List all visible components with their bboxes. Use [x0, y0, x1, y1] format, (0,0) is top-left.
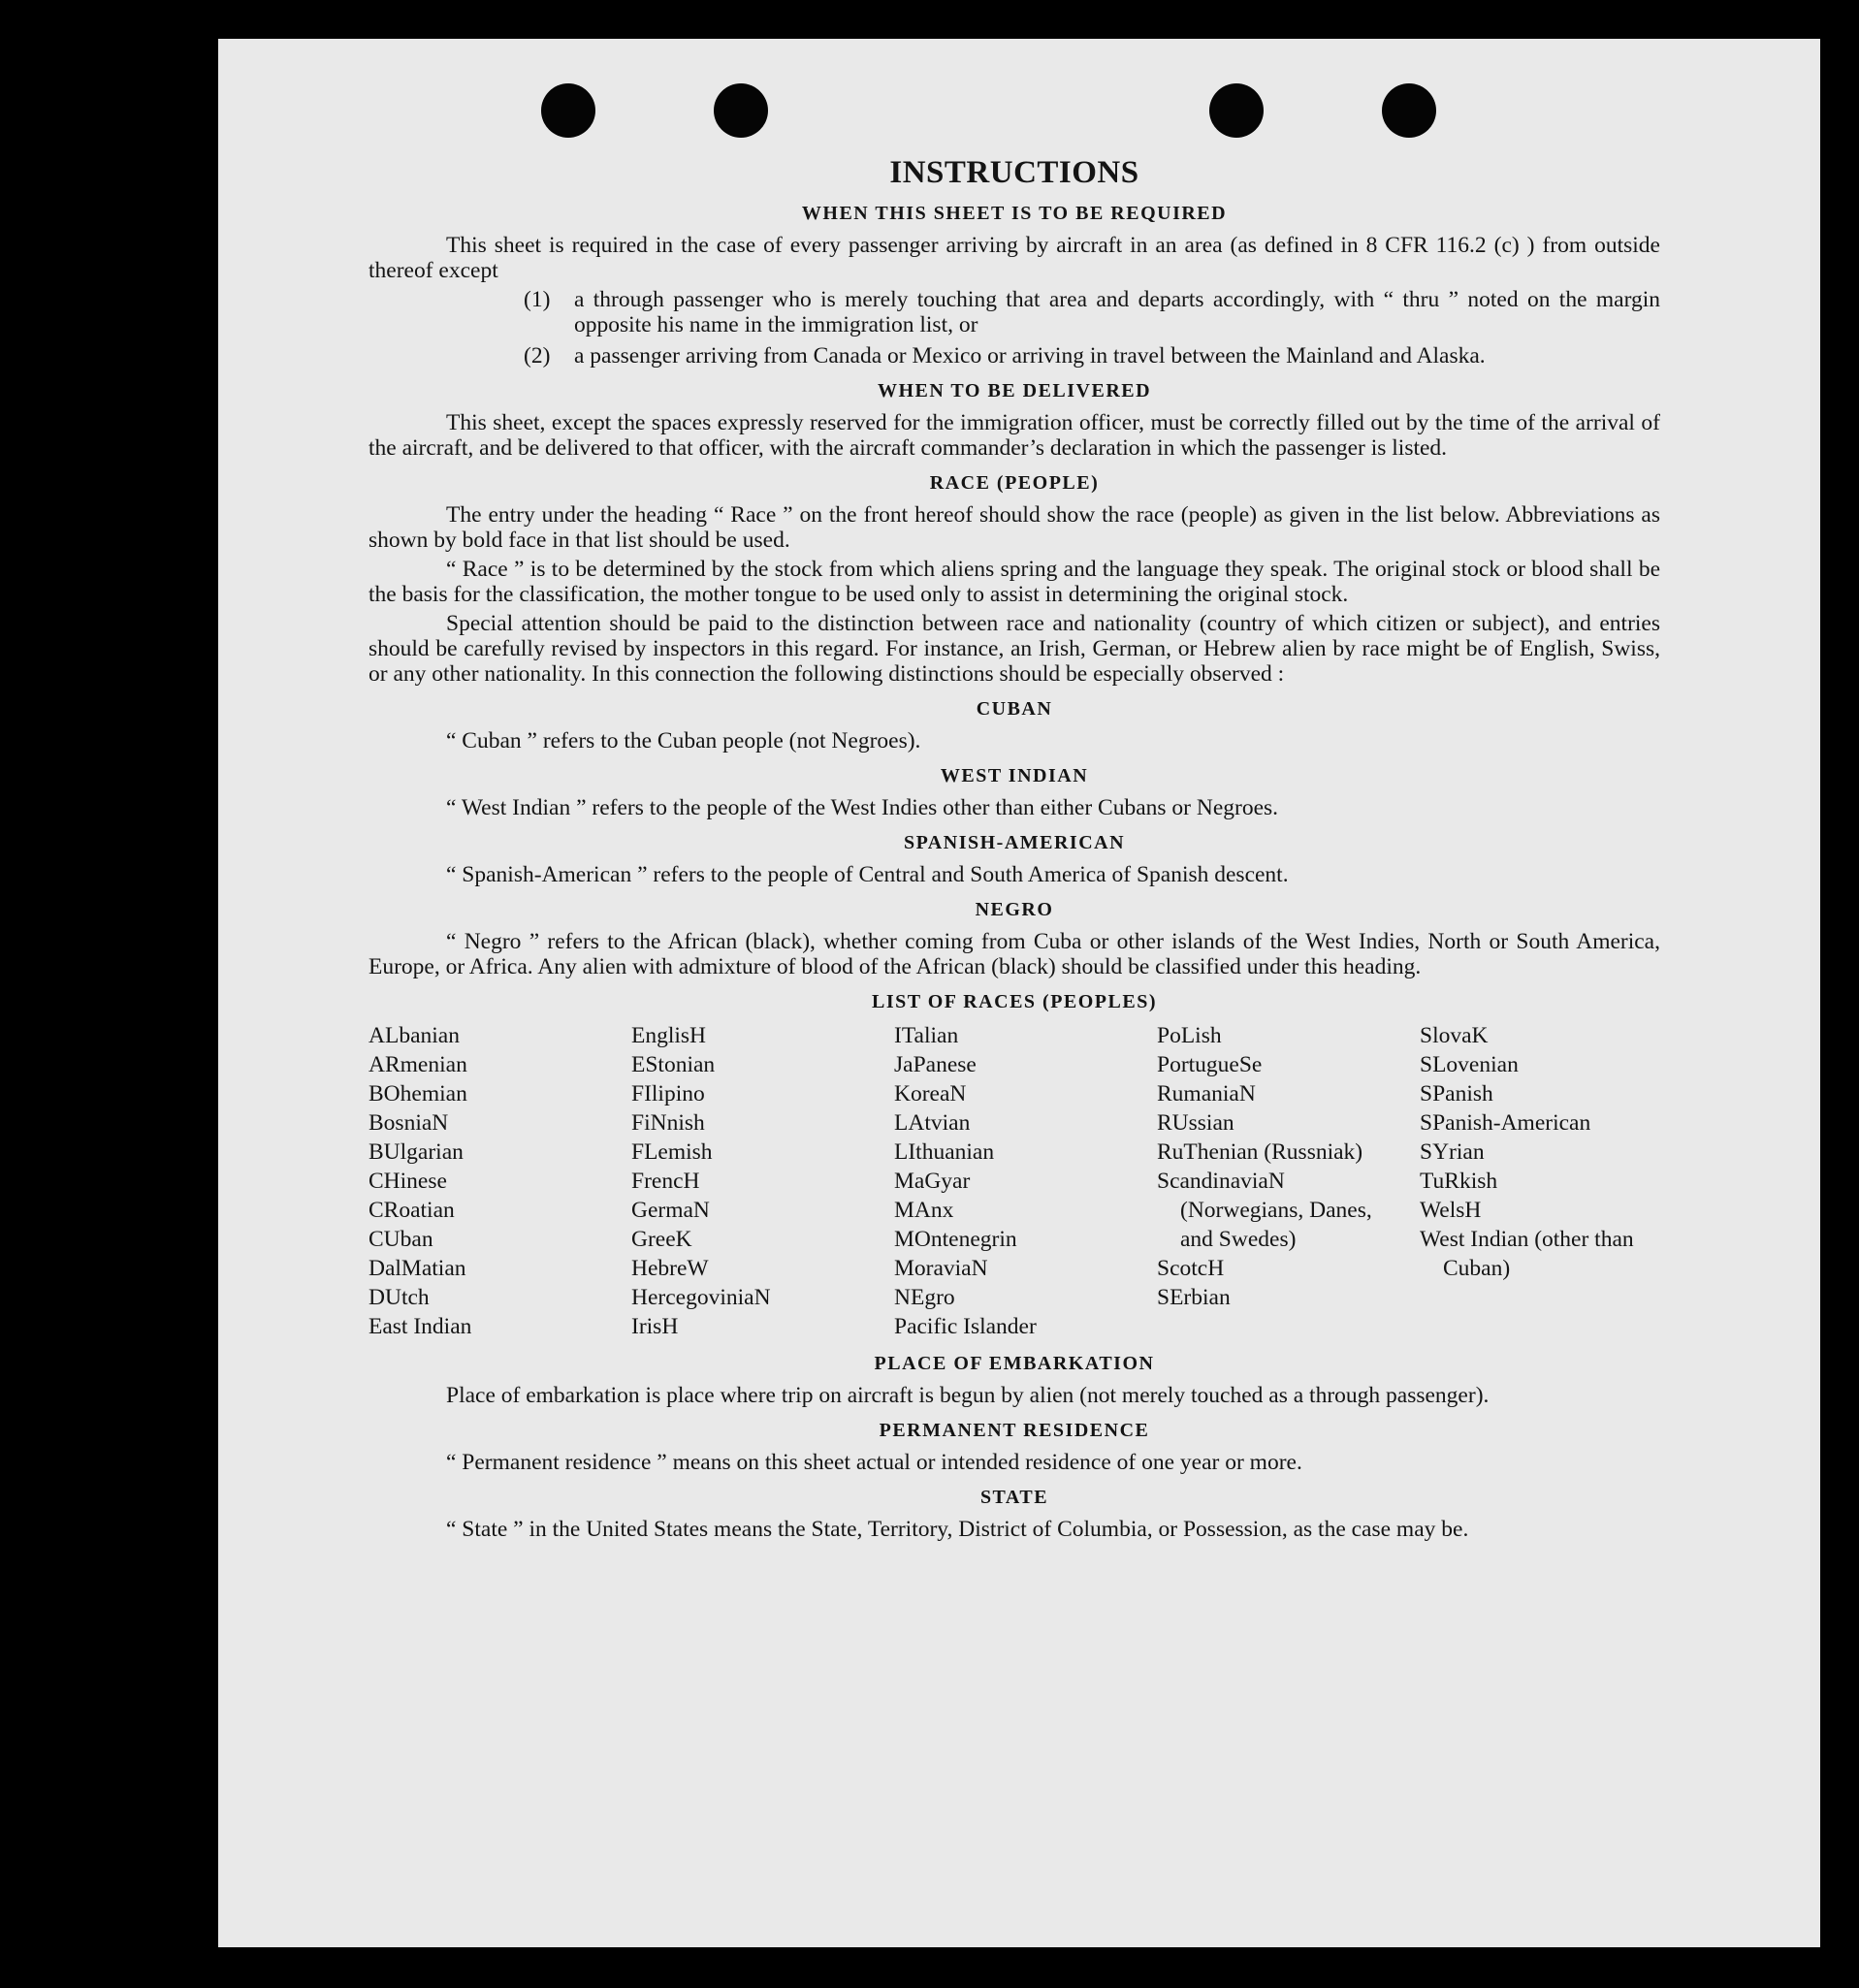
paragraph-spanish-american: “ Spanish-American ” refers to the people of Central and South America of Spanish descent.	[446, 862, 1289, 887]
race-entry: LIthuanian	[894, 1139, 995, 1165]
punch-hole	[714, 83, 768, 138]
race-entry: IrisH	[631, 1314, 679, 1339]
item-text: a through passenger who is merely touching that area and departs accordingly, with “ thru ” noted on the margin opposite his name in the immigration list, or	[574, 287, 1660, 337]
heading-race: RACE (PEOPLE)	[929, 472, 1100, 494]
punch-hole	[1209, 83, 1264, 138]
paragraph-race-2: “ Race ” is to be determined by the stock from which aliens spring and the language they speak. The original stock or blood shall be the basis for the classification, the mother tongue to be used only to assist in determining the original stock.	[369, 557, 1660, 607]
race-entry: CUban	[369, 1227, 433, 1252]
race-entry: MoraviaN	[894, 1256, 988, 1281]
race-entry: LAtvian	[894, 1110, 971, 1136]
paragraph-delivered: This sheet, except the spaces expressly reserved for the immigration officer, must be correctly filled out by the time of the arrival of the aircraft, and be delivered to that officer, with the aircraft commander’s declaration in which the passenger is listed.	[369, 410, 1660, 461]
heading-required: WHEN THIS SHEET IS TO BE REQUIRED	[801, 203, 1228, 224]
list-item	[524, 287, 1660, 337]
race-entry: MaGyar	[894, 1169, 971, 1194]
heading-cuban: CUBAN	[976, 698, 1053, 720]
race-entry: CHinese	[369, 1169, 447, 1194]
race-entry: FIlipino	[631, 1081, 705, 1106]
race-entry: PortugueSe	[1157, 1052, 1263, 1077]
race-entry: RUssian	[1157, 1110, 1234, 1136]
race-entry: FrencH	[631, 1169, 700, 1194]
race-entry: ALbanian	[369, 1023, 460, 1048]
race-entry: SlovaK	[1420, 1023, 1489, 1048]
race-entry: CRoatian	[369, 1198, 455, 1223]
heading-state: STATE	[979, 1487, 1049, 1508]
item-text: a passenger arriving from Canada or Mexico or arriving in travel between the Mainland and Alaska.	[574, 343, 1486, 369]
paragraph-race-1: The entry under the heading “ Race ” on the front hereof should show the race (people) as given in the list below. Abbreviations as shown by bold face in that list should be used.	[369, 502, 1660, 553]
paragraph-negro: “ Negro ” refers to the African (black), whether coming from Cuba or other islands of the West Indies, North or South America, Europe, or Africa. Any alien with admixture of blood of the African (black) should be classified under this heading.	[369, 929, 1660, 979]
race-entry: ScandinaviaN (Norwegians, Danes, and Swedes)	[1157, 1169, 1372, 1252]
races-column	[1420, 1021, 1683, 1341]
heading-races-list: LIST OF RACES (PEOPLES)	[871, 991, 1157, 1012]
paragraph-west-indian: “ West Indian ” refers to the people of the West Indies other than either Cubans or Negroes.	[446, 795, 1279, 820]
race-entry: RumaniaN	[1157, 1081, 1256, 1106]
race-entry: GermaN	[631, 1198, 710, 1223]
instructions-content	[369, 155, 1660, 1546]
heading-embarkation: PLACE OF EMBARKATION	[874, 1353, 1155, 1374]
races-list	[369, 1021, 1660, 1341]
race-entry: FLemish	[631, 1139, 713, 1165]
heading-west-indian: WEST INDIAN	[940, 765, 1089, 786]
item-number: (1)	[524, 287, 551, 312]
heading-residence: PERMANENT RESIDENCE	[879, 1420, 1150, 1441]
page-title: INSTRUCTIONS	[889, 155, 1139, 190]
races-column	[894, 1021, 1157, 1341]
race-entry: SErbian	[1157, 1285, 1231, 1310]
paragraph-cuban: “ Cuban ” refers to the Cuban people (not Negroes).	[446, 728, 921, 754]
race-entry: RuThenian (Russniak)	[1157, 1139, 1363, 1165]
punch-hole	[541, 83, 595, 138]
race-entry: ITalian	[894, 1023, 959, 1048]
races-column	[369, 1021, 631, 1341]
race-entry: East Indian	[369, 1314, 472, 1339]
race-entry: JaPanese	[894, 1052, 977, 1077]
race-entry: SYrian	[1420, 1139, 1485, 1165]
race-entry: ScotcH	[1157, 1256, 1225, 1281]
race-entry: WelsH	[1420, 1198, 1482, 1223]
race-entry: EnglisH	[631, 1023, 707, 1048]
punch-hole	[1382, 83, 1436, 138]
race-entry: NEgro	[894, 1285, 955, 1310]
race-entry: SPanish	[1420, 1081, 1493, 1106]
list-item	[524, 343, 1660, 369]
race-entry: ARmenian	[369, 1052, 467, 1077]
race-entry: TuRkish	[1420, 1169, 1498, 1194]
race-entry: DUtch	[369, 1285, 430, 1310]
heading-negro: NEGRO	[975, 899, 1054, 920]
race-entry: EStonian	[631, 1052, 716, 1077]
race-entry: DalMatian	[369, 1256, 466, 1281]
race-entry: MOntenegrin	[894, 1227, 1017, 1252]
race-entry: SLovenian	[1420, 1052, 1519, 1077]
race-entry: GreeK	[631, 1227, 692, 1252]
race-entry: HercegoviniaN	[631, 1285, 771, 1310]
race-entry: BOhemian	[369, 1081, 467, 1106]
race-entry: West Indian (other than Cuban)	[1420, 1227, 1634, 1281]
item-number: (2)	[524, 343, 551, 369]
race-entry: BosniaN	[369, 1110, 449, 1136]
race-entry: FiNnish	[631, 1110, 705, 1136]
paragraph-state: “ State ” in the United States means the State, Territory, District of Columbia, or Possession, as the case may be.	[446, 1517, 1469, 1542]
heading-spanish-american: SPANISH-AMERICAN	[903, 832, 1126, 853]
paragraph-race-3: Special attention should be paid to the distinction between race and nationality (country of which citizen or subject), and entries should be carefully revised by inspectors in this regard. For instance, an Irish, German, or Hebrew alien by race might be of English, Swiss, or any other nationality. In this connection the following distinctions should be especially observed :	[369, 611, 1660, 687]
races-column	[631, 1021, 894, 1341]
paragraph-residence: “ Permanent residence ” means on this sheet actual or intended residence of one year or more.	[446, 1450, 1302, 1475]
race-entry: PoLish	[1157, 1023, 1222, 1048]
race-entry: KoreaN	[894, 1081, 967, 1106]
race-entry: BUlgarian	[369, 1139, 464, 1165]
race-entry: Pacific Islander	[894, 1314, 1037, 1339]
paragraph-embarkation: Place of embarkation is place where trip on aircraft is begun by alien (not merely touched as a through passenger).	[446, 1383, 1490, 1408]
races-column	[1157, 1021, 1420, 1341]
race-entry: MAnx	[894, 1198, 954, 1223]
race-entry: SPanish-American	[1420, 1110, 1591, 1136]
paragraph-required: This sheet is required in the case of every passenger arriving by aircraft in an area (as defined in 8 CFR 116.2 (c) ) from outside thereof except	[369, 233, 1660, 283]
heading-delivered: WHEN TO BE DELIVERED	[877, 380, 1152, 401]
race-entry: HebreW	[631, 1256, 709, 1281]
